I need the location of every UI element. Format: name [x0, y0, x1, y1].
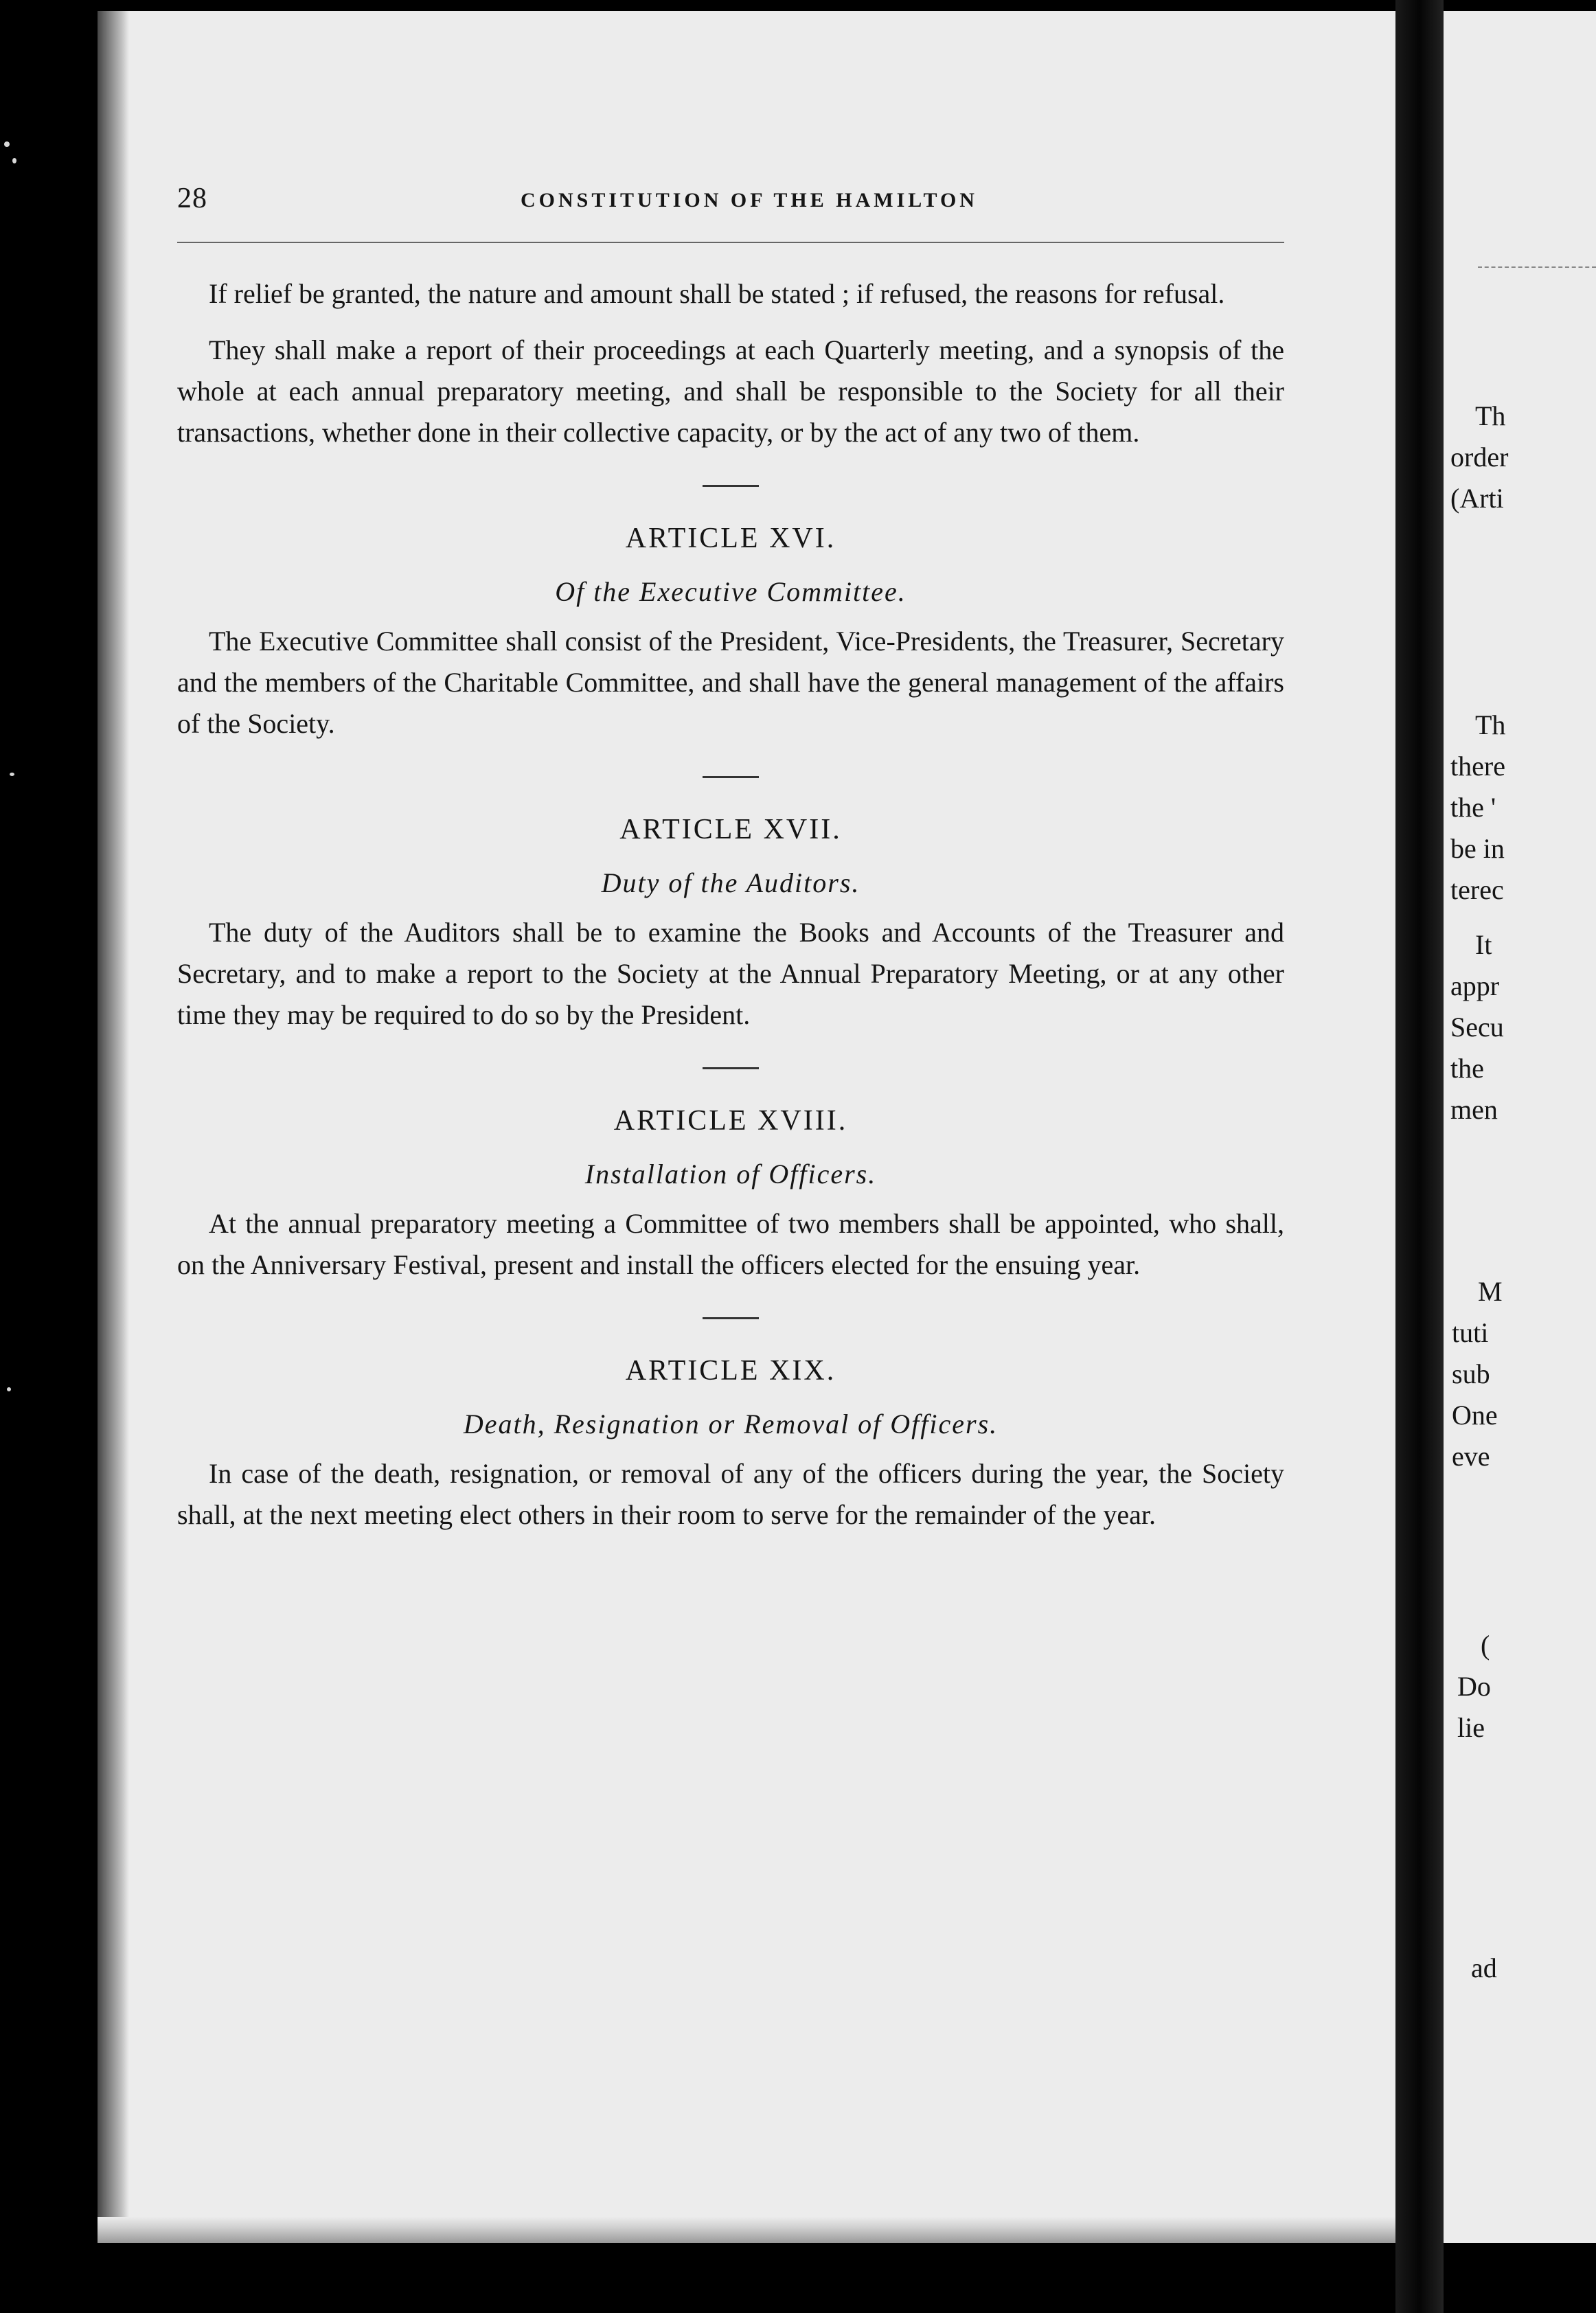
article-body: The Executive Committee shall consist of the President, Vice-Presidents, the Treasurer, Secretary and the members of the Charitable Committee, and shall have the general management of the affairs of the Society.: [177, 626, 1284, 739]
article-title: ARTICLE XIX.: [625, 1355, 836, 1387]
article-subtitle: Of the Executive Committee.: [555, 576, 907, 607]
text-block: [177, 273, 1284, 1536]
scan-speck: [12, 158, 16, 163]
right-page-fragment: (Arti: [1450, 483, 1504, 514]
section-divider: [703, 485, 759, 487]
right-page-fragment: Secu: [1450, 1012, 1504, 1042]
paragraph: They shall make a report of their proceedings at each Quarterly meeting, and a synopsis of the whole at each annual preparatory meeting, and shall be responsible to the Society for all their transactions, whether done in their collective capacity, or by the act of any two of them.: [177, 334, 1284, 448]
section-divider: [703, 1067, 759, 1069]
right-page-fragment: It: [1475, 929, 1492, 960]
article-body: At the annual preparatory meeting a Committee of two members shall be appointed, who shall, on the Anniversary Festival, present and install the officers elected for the ensuing year.: [177, 1208, 1284, 1280]
right-page-fragment: terec: [1450, 874, 1504, 905]
right-page-fragment: order: [1450, 442, 1509, 472]
scan-speck: [10, 773, 14, 776]
right-page-fragment: be in: [1450, 833, 1505, 864]
section-divider: [703, 1317, 759, 1319]
page-bottom-edge: [98, 2217, 1395, 2243]
right-page-fragment: the ': [1450, 792, 1496, 823]
article-body: The duty of the Auditors shall be to examine the Books and Accounts of the Treasurer and Secretary, and to make a report to the Society at the Annual Preparatory Meeting, or at any other time they may be required to do so by the President.: [177, 917, 1284, 1030]
section-divider: [703, 776, 759, 778]
right-page-fragment: tuti: [1452, 1317, 1489, 1348]
article-title: ARTICLE XVII.: [619, 814, 842, 845]
paragraph: If relief be granted, the nature and amount shall be stated ; if refused, the reasons for refusal.: [209, 278, 1225, 309]
right-page-fragment: eve: [1452, 1441, 1490, 1472]
article-body: In case of the death, resignation, or removal of any of the officers during the year, the Society shall, at the next meeting elect others in their room to serve for the remainder of the year.: [177, 1458, 1284, 1530]
running-head: [177, 182, 1284, 223]
right-page-fragment: the: [1450, 1053, 1484, 1084]
right-page-fragment: Do: [1457, 1671, 1491, 1702]
article-subtitle: Death, Resignation or Removal of Officers.: [463, 1409, 999, 1439]
right-page-fragment: ad: [1471, 1952, 1497, 1983]
article-title: ARTICLE XVIII.: [613, 1105, 848, 1137]
header-rule: [1478, 266, 1596, 268]
right-page-fragment: Th: [1475, 709, 1506, 740]
right-page-fragment: sub: [1452, 1358, 1490, 1389]
running-title: CONSTITUTION OF THE HAMILTON: [521, 189, 978, 212]
right-page-fragment: lie: [1457, 1712, 1485, 1743]
right-page-fragment: (: [1481, 1630, 1490, 1661]
page-edge-shadow: [98, 11, 129, 2243]
right-page-fragment: men: [1450, 1094, 1498, 1125]
book-gutter: [1395, 0, 1444, 2313]
scan-speck: [7, 1387, 11, 1391]
right-page: [1444, 11, 1596, 2243]
right-page-fragment: Th: [1475, 400, 1506, 431]
scan-speck: [4, 141, 10, 147]
article-subtitle: Installation of Officers.: [584, 1159, 877, 1189]
article-title: ARTICLE XVI.: [625, 523, 836, 554]
article-subtitle: Duty of the Auditors.: [601, 867, 860, 898]
right-page-fragment: One: [1452, 1400, 1498, 1431]
right-page-fragment: there: [1450, 751, 1505, 782]
right-page-fragment: appr: [1450, 970, 1500, 1001]
right-page-fragment: M: [1478, 1276, 1503, 1307]
page-number: 28: [177, 183, 207, 214]
header-rule: [177, 242, 1284, 243]
